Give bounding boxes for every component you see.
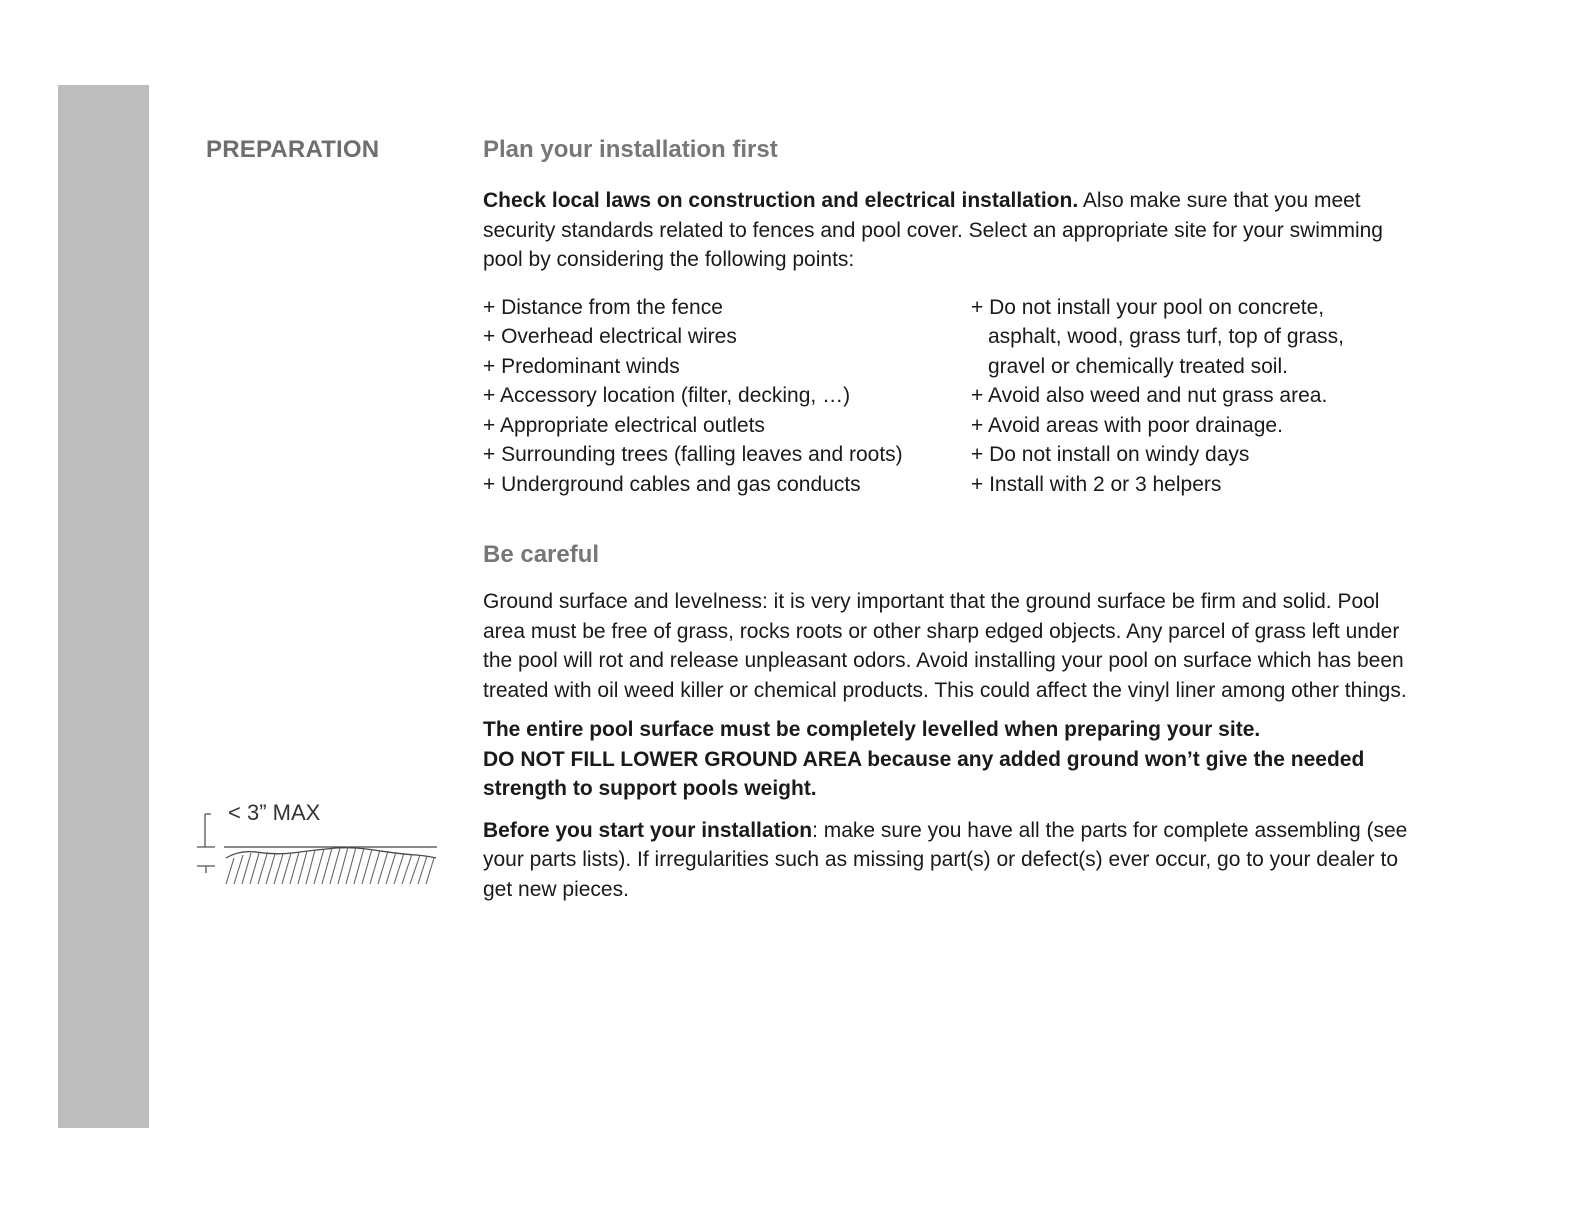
list-item: + Overhead electrical wires: [483, 325, 737, 348]
list-item: + Appropriate electrical outlets: [483, 413, 765, 437]
list-item: + Do not install on windy days: [971, 443, 1250, 466]
max-height-label: < 3” MAX: [228, 800, 321, 825]
list-item: + Install with 2 or 3 helpers: [971, 472, 1222, 496]
levelling-warning-line1: The entire pool surface must be completely levelled when preparing your site.: [483, 718, 1261, 741]
ground-surface-paragraph: Ground surface and levelness: it is very important that the ground surface be firm and solid. Pool area must be free of grass, rocks roots or other sharp edged objects. Any parcel of grass left under the pool will rot and release unpleasant odors. Avoid installing your pool on surface which has been treated with oil weed killer or chemical products. This could affect the vinyl liner among other things.: [483, 590, 1407, 702]
content-column: [483, 134, 1423, 904]
list-item: + Avoid areas with poor drainage.: [971, 413, 1283, 437]
levelling-warning-line2: DO NOT FILL LOWER GROUND AREA because any added ground won’t give the needed strength to support pools weight.: [483, 747, 1365, 800]
plan-intro-bold: Check local laws on construction and electrical installation.: [483, 189, 1079, 212]
careful-heading: Be careful: [483, 541, 600, 568]
ground-level-diagram: [194, 798, 444, 894]
before-start-paragraph: [483, 816, 1423, 905]
plan-heading: Plan your installation first: [483, 136, 778, 163]
considerations-list-right: [971, 293, 1401, 500]
list-item: + Do not install your pool on concrete, asphalt, wood, grass turf, top of grass, gravel or chemically treated soil.: [971, 295, 1345, 378]
section-label: PREPARATION: [206, 136, 380, 163]
list-item: + Predominant winds: [483, 354, 680, 378]
list-item: + Surrounding trees (falling leaves and roots): [483, 443, 903, 466]
plan-intro-rest: Also make sure that you meet security standards related to fences and pool cover. Select an appropriate site for your swimming pool by considering the following points:: [483, 189, 1383, 271]
plan-intro: [483, 186, 1423, 275]
considerations-list-left: [483, 293, 971, 500]
before-start-bold: Before you start your installation: [483, 818, 813, 842]
list-item: + Avoid also weed and nut grass area.: [971, 384, 1328, 407]
before-start-rest: : make sure you have all the parts for complete assembling (see your parts lists). If irregularities such as missing part(s) or defect(s) ever occur, go to your dealer to get new pieces.: [483, 818, 1408, 901]
list-item: + Accessory location (filter, decking, …): [483, 384, 851, 407]
levelling-warning: [483, 715, 1423, 804]
considerations-lists: [483, 293, 1423, 500]
list-item: + Distance from the fence: [483, 295, 723, 319]
side-band: [58, 85, 149, 1128]
list-item: + Underground cables and gas conducts: [483, 472, 861, 496]
